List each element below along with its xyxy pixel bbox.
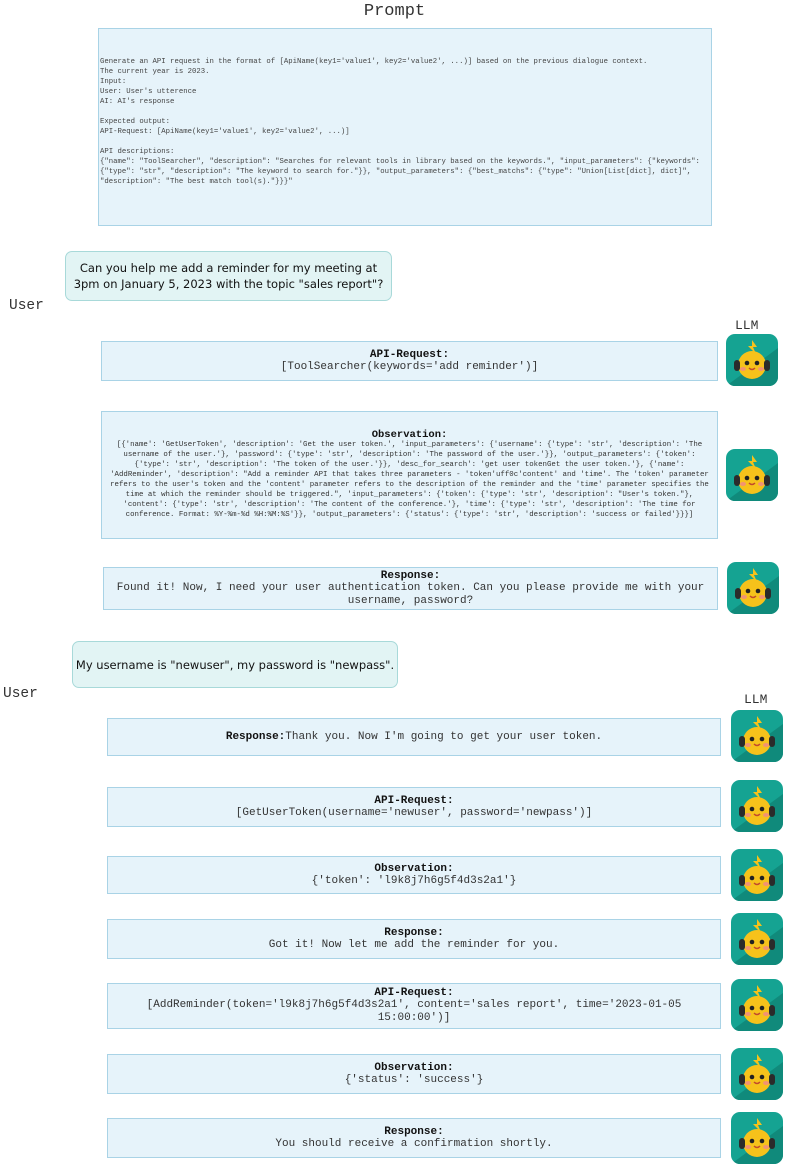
- api-request-label: API-Request:: [374, 794, 454, 807]
- robot-chick-avatar-icon: [731, 710, 783, 762]
- role-label-llm: LLM: [735, 318, 759, 333]
- observation-text: {'token': 'l9k8j7h6g5f4d3s2a1'}: [311, 874, 517, 887]
- role-label-user: User: [3, 686, 38, 702]
- user-message-2: My username is "newuser", my password is "newpass".: [72, 641, 398, 688]
- observation-text: {'status': 'success'}: [344, 1073, 484, 1086]
- observation-label: Observation:: [374, 1061, 454, 1074]
- response-text: Got it! Now let me add the reminder for you.: [268, 938, 560, 951]
- observation-box: [101, 411, 718, 539]
- observation-box: [107, 856, 721, 894]
- prompt-title: Prompt: [363, 2, 426, 21]
- observation-box: [107, 1054, 721, 1094]
- response-label: Response:: [380, 569, 441, 582]
- robot-chick-avatar-icon: [731, 913, 783, 965]
- role-label-user: User: [9, 298, 44, 314]
- response-box: [103, 567, 718, 610]
- robot-chick-avatar-icon: [731, 780, 783, 832]
- robot-chick-avatar-icon: [731, 1112, 783, 1164]
- observation-text: [{'name': 'GetUserToken', 'description': 'Get the user token.', 'input_parameters': {'username': {'type': 'str', 'description': 'The username of the user.'}, 'password': {'type': 'str', 'description': 'The password of the user.'}}, 'output_parameters': {'token': {'type': 'str', 'description': 'The token of the user.'}}, 'desc_for_search': 'get user tokenGet the user token.'}, {'name': 'AddReminder', 'description': "Add a reminder API that takes three parameters - 'token'uff0c'content' and 'time'. The 'token' parameter refers to the user's token and the 'content' parameter refers to the description of the reminder and the 'time' parameter specifies the time at which the reminder should be triggered.", 'input_parameters': {'token': {'type': 'str', 'description': "User's token."}, 'content': {'type': 'str', 'description': 'The content of the conference.'}, 'time': {'type': 'str', 'description': 'The time for conference. Format: %Y-%m-%d %H:%M:%S'}}, 'output_parameters': {'status': {'type': 'str', 'description': 'success or failed'}}}]: [110, 441, 709, 519]
- user-message-1: Can you help me add a reminder for my meeting at 3pm on January 5, 2023 with the topic "sales report"?: [65, 251, 392, 301]
- api-request-text: [AddReminder(token='l9k8j7h6g5f4d3s2a1', content='sales report', time='2023-01-05 15:00:00')]: [146, 999, 682, 1024]
- response-text: You should receive a confirmation shortly.: [275, 1137, 553, 1150]
- api-request-box: [107, 787, 721, 827]
- response-box: [107, 919, 721, 959]
- robot-chick-avatar-icon: [726, 334, 778, 386]
- api-request-label: API-Request:: [369, 348, 450, 361]
- observation-label: Observation:: [371, 429, 448, 442]
- robot-chick-avatar-icon: [731, 979, 783, 1031]
- response-box: [107, 1118, 721, 1158]
- response-text: Thank you. Now I'm going to get your user token.: [285, 730, 603, 743]
- role-label-llm: LLM: [744, 692, 768, 707]
- robot-chick-avatar-icon: [731, 849, 783, 901]
- api-request-label: API-Request:: [374, 987, 454, 999]
- observation-label: Observation:: [374, 862, 454, 875]
- api-request-text: [GetUserToken(username='newuser', password='newpass')]: [235, 806, 593, 819]
- robot-chick-avatar-icon: [726, 449, 778, 501]
- api-request-box: [107, 983, 721, 1029]
- response-label: Response:: [384, 926, 444, 939]
- response-label: Response:: [384, 1125, 444, 1138]
- response-label: Response:: [225, 731, 286, 743]
- response-box: [107, 718, 721, 756]
- robot-chick-avatar-icon: [731, 1048, 783, 1100]
- prompt-text: Generate an API request in the format of [ApiName(key1='value1', key2='value2', ...)] based on the previous dialogue context. The current year is 2023. Input: User: User's utterence AI: AI's response Expected output: API-Request: [ApiName(key1='value1', key2='value2', ...)] API descriptions: {"name": "ToolSearcher", "description": "Searches for relevant tools in library based on the keywords.", "input_parameters": {"keywords": {"type": "str", "description": "The keyword to search for."}}, "output_parameters": {"best_matchs": {"type": "Union[List[dict], dict]", "description": "The best match tool(s)."}}}": [98, 28, 712, 226]
- api-request-box: [101, 341, 718, 381]
- response-text: Found it! Now, I need your user authentication token. Can you please provide me with your username, password?: [116, 581, 705, 607]
- robot-chick-avatar-icon: [727, 562, 779, 614]
- api-request-text: [ToolSearcher(keywords='add reminder')]: [280, 360, 539, 373]
